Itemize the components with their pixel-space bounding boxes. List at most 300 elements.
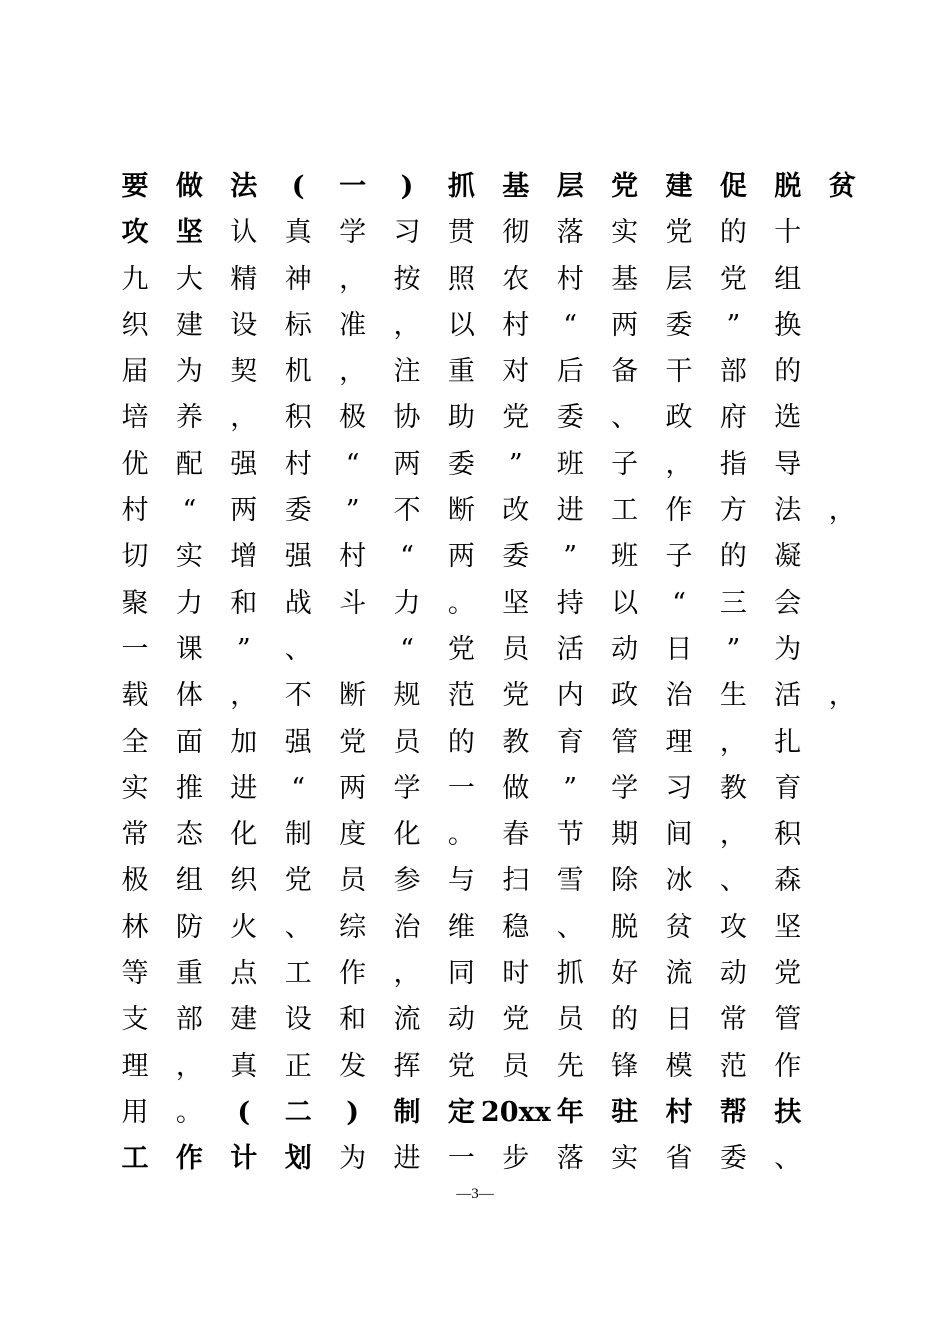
text-char: 养 [175,402,203,434]
text-char: 攻 [121,217,149,249]
text-char: 不 [393,495,421,527]
text-char: 稳 [502,911,530,943]
text-char: ” [726,309,741,341]
text-char: 坚 [774,911,802,943]
text-char: 学 [611,772,639,804]
text-char: 委 [665,309,693,341]
text-char: 班 [611,541,639,573]
text-char: 届 [121,356,149,388]
text-char: 凝 [774,541,802,573]
text-char: ， [339,263,367,295]
text-char: 优 [121,448,149,480]
text-char: 一 [447,772,475,804]
text-char: 为 [774,633,802,665]
text-char: 理 [121,1050,149,1082]
text-char: 一 [339,171,367,202]
text-char: 设 [230,309,258,341]
text-char: 增 [230,541,258,573]
text-char: 、 [611,402,639,434]
text-char: 村 [665,1096,693,1128]
text-char: 范 [719,1050,747,1082]
text-char: 春 [502,819,530,851]
text-char: 支 [121,1004,149,1036]
text-char: 员 [502,633,530,665]
text-char: ” [345,495,360,527]
text-char: 、 [284,911,312,943]
text-char: 贫 [828,171,856,202]
text-char: 组 [175,865,203,897]
text-char: 一 [447,1143,475,1175]
text-char: 度 [339,819,367,851]
text-char: 导 [774,448,802,480]
text-char: 作 [665,495,693,527]
text-char: 委 [719,1143,747,1175]
text-line [123,627,843,673]
text-char: 森 [774,865,802,897]
text-char: 管 [611,726,639,758]
text-line [121,164,856,210]
text-char: 为 [339,1143,367,1175]
text-char: ( [291,171,305,202]
text-char: 活 [556,633,584,665]
text-char: 培 [121,402,149,434]
text-char: 工 [284,958,312,990]
text-char: 进 [393,1143,421,1175]
text-line [123,303,843,349]
page-number: —3— [456,1186,494,1202]
text-char: 设 [284,1004,312,1036]
text-char: 抓 [556,958,584,990]
text-char: 火 [230,911,258,943]
text-char: 政 [665,402,693,434]
text-line [123,581,843,627]
text-line [123,720,843,766]
text-char: 建 [230,1004,258,1036]
text-char: ) [346,1096,359,1128]
text-char: 抓 [447,171,475,202]
text-char: ” [236,633,251,665]
text-char: 节 [556,819,584,851]
text-char: 部 [175,1004,203,1036]
text-char: 力 [175,587,203,619]
text-char: 彻 [502,217,530,249]
text-char: 育 [556,726,584,758]
text-char: 党 [665,217,693,249]
text-char: 村 [502,309,530,341]
text-char: 村 [284,448,312,480]
text-char: 挥 [393,1050,421,1082]
text-char: 、 [719,865,747,897]
text-char: 习 [665,772,693,804]
text-char: 真 [230,1050,258,1082]
text-char: 治 [665,680,693,712]
text-char: 脱 [611,911,639,943]
text-char: 村 [339,541,367,573]
text-char: ， [665,448,693,480]
text-char: 制 [284,819,312,851]
text-char: ( [237,1096,251,1128]
text-char: 极 [121,865,149,897]
text-char: 实 [175,541,203,573]
text-char: 党 [284,865,312,897]
text-char: 进 [556,495,584,527]
text-char: 扎 [774,726,802,758]
text-char: 扫 [502,865,530,897]
text-line [123,766,843,812]
text-char: 按 [393,263,421,295]
text-char: 动 [611,633,639,665]
text-char: 党 [339,726,367,758]
text-char: 委 [556,402,584,434]
text-char: 积 [284,402,312,434]
text-char: 协 [393,402,421,434]
text-char: ， [828,495,856,527]
text-line [123,951,843,997]
text-char: 驻 [611,1096,639,1128]
text-char: 会 [774,587,802,619]
text-char: 贫 [665,911,693,943]
text-char: 治 [393,911,421,943]
text-line [123,395,843,441]
text-char: 基 [611,263,639,295]
text-char: 除 [611,865,639,897]
text-char: “ [672,587,686,619]
text-char: 战 [284,587,312,619]
text-char: 三 [719,587,747,619]
text-char: 帮 [719,1096,747,1128]
text-char: 模 [665,1050,693,1082]
text-char: 员 [502,1050,530,1082]
text-char: 持 [556,587,584,619]
text-char: 先 [556,1050,584,1082]
text-char: 扶 [774,1096,802,1128]
text-char: 换 [774,309,802,341]
text-char: 与 [447,865,475,897]
text-char: 习 [393,217,421,249]
text-char: 干 [665,356,693,388]
text-char: 标 [284,309,312,341]
text-char: 以 [447,309,475,341]
text-char: 日 [665,633,693,665]
text-char: 、 [556,911,584,943]
text-char: 员 [556,1004,584,1036]
text-char: 十 [774,217,802,249]
text-char: 坚 [502,587,530,619]
text-char: 点 [230,958,258,990]
text-char: 育 [774,772,802,804]
text-char: 理 [665,726,693,758]
text-char: 备 [611,356,639,388]
text-char: 斗 [339,587,367,619]
text-char: 织 [230,865,258,897]
text-char: “ [291,772,306,804]
text-char: 常 [719,1004,747,1036]
text-char: 机 [284,356,312,388]
text-char: 划 [284,1143,312,1175]
text-char: 组 [774,263,802,295]
text-char: 建 [665,171,693,202]
text-char: 子 [665,541,693,573]
text-char: 教 [502,726,530,758]
text-char: 范 [447,680,475,712]
text-char: 积 [774,819,802,851]
text-char: 做 [502,772,530,804]
text-char: 的 [774,356,802,388]
text-char: 年 [556,1096,584,1128]
text-char: 党 [774,958,802,990]
text-char: 委 [284,495,312,527]
text-char: 精 [230,263,258,295]
text-char: 大 [175,263,203,295]
text-char: 织 [121,309,149,341]
text-char: 以 [611,587,639,619]
text-char: 同 [447,958,475,990]
text-char: 准 [339,309,367,341]
text-char: 攻 [719,911,747,943]
text-char: 的 [447,726,475,758]
text-line [123,905,843,951]
text-char: 农 [502,263,530,295]
text-char: 班 [556,448,584,480]
text-char: 常 [121,819,149,851]
text-char: 强 [284,541,312,573]
text-char: 。 [447,587,475,619]
text-char: 工 [611,495,639,527]
text-char: ” [508,448,523,480]
text-char: 学 [339,217,367,249]
text-char: ， [393,309,421,341]
text-char: 脱 [774,171,802,202]
text-char: 照 [447,263,475,295]
text-char: 部 [719,356,747,388]
text-char: 体 [175,680,203,712]
text-char: 实 [611,1143,639,1175]
text-char: 指 [719,448,747,480]
text-char: 子 [611,448,639,480]
text-char: 制 [393,1096,421,1128]
text-char: 员 [393,726,421,758]
text-char: 助 [447,402,475,434]
text-char: 锋 [611,1050,639,1082]
text-char: 和 [230,587,258,619]
text-char: 活 [774,680,802,712]
text-char: 实 [121,772,149,804]
text-char: ， [828,680,856,712]
text-char: 要 [121,171,149,202]
text-char: ， [230,680,258,712]
text-line [123,1136,843,1182]
text-char: 选 [774,402,802,434]
text-line [123,257,843,303]
text-char: 落 [556,1143,584,1175]
text-char: 、 [284,633,312,665]
text-char: ， [339,356,367,388]
text-char: 雪 [556,865,584,897]
text-line [121,673,856,719]
text-char: 断 [339,680,367,712]
text-char: 全 [121,726,149,758]
text-char: 维 [447,911,475,943]
text-char: 载 [121,680,149,712]
text-char: 九 [121,263,149,295]
text-char: 党 [719,263,747,295]
text-char: 委 [447,448,475,480]
text-char: 二 [284,1096,312,1128]
text-char: 等 [121,958,149,990]
text-char: 层 [665,263,693,295]
text-char: 重 [175,958,203,990]
text-char: 党 [502,1004,530,1036]
text-char: 内 [556,680,584,712]
text-line [123,1090,843,1136]
text-char: 党 [502,402,530,434]
text-char: 两 [447,541,475,573]
text-char: 村 [556,263,584,295]
text-char: 党 [611,171,639,202]
text-char: 契 [230,356,258,388]
text-char: ， [175,1050,203,1082]
text-char: 两 [393,448,421,480]
text-char: 两 [611,309,639,341]
text-char: 党 [447,1050,475,1082]
text-char: 综 [339,911,367,943]
text-char: 期 [611,819,639,851]
text-char: 注 [393,356,421,388]
text-char: 20xx [480,1096,551,1128]
text-char: 化 [393,819,421,851]
text-line [123,1044,843,1090]
text-char: 落 [556,217,584,249]
text-char: 动 [447,1004,475,1036]
text-char: ， [393,958,421,990]
text-char: 发 [339,1050,367,1082]
text-char: 间 [665,819,693,851]
text-char: 改 [502,495,530,527]
text-char: 两 [230,495,258,527]
text-char: 重 [447,356,475,388]
text-char: “ [345,448,360,480]
text-line [121,488,856,534]
text-char: 教 [719,772,747,804]
text-char: 的 [611,1004,639,1036]
text-char: 基 [502,171,530,202]
text-char: 课 [175,633,203,665]
text-char: 委 [502,541,530,573]
text-char: 正 [284,1050,312,1082]
text-char: 推 [175,772,203,804]
text-char: “ [563,309,578,341]
text-char: 党 [502,680,530,712]
text-line [123,349,843,395]
text-char: 促 [719,171,747,202]
text-char: 力 [393,587,421,619]
text-char: 。 [447,819,475,851]
text-char: 为 [175,356,203,388]
text-line [123,858,843,904]
text-char: ， [719,819,747,851]
text-char: ， [719,726,747,758]
text-char: 一 [121,633,149,665]
text-line [123,997,843,1043]
text-char: 两 [339,772,367,804]
text-char: 法 [774,495,802,527]
text-line [123,812,843,858]
text-char: 、 [774,1143,802,1175]
text-char: 对 [502,356,530,388]
text-line [123,534,843,580]
text-char: ” [726,633,741,665]
text-char: ” [563,541,578,573]
text-char: 用 [121,1096,149,1128]
text-line [123,210,843,256]
text-char: 日 [665,1004,693,1036]
text-char: 做 [175,171,203,202]
text-char: 步 [502,1143,530,1175]
text-char: 配 [175,448,203,480]
text-char: 生 [719,680,747,712]
text-char: 流 [393,1004,421,1036]
text-char: ” [563,772,578,804]
text-char: 断 [447,495,475,527]
text-char: 强 [230,448,258,480]
text-char: 林 [121,911,149,943]
text-char: 学 [393,772,421,804]
text-char: 员 [339,865,367,897]
text-char: 方 [719,495,747,527]
text-char: 神 [284,263,312,295]
text-char: 加 [230,726,258,758]
text-char: 化 [230,819,258,851]
text-char: 进 [230,772,258,804]
text-char: 府 [719,402,747,434]
text-char: 作 [339,958,367,990]
text-char: 聚 [121,587,149,619]
text-char: 实 [611,217,639,249]
text-char: 切 [121,541,149,573]
text-char: “ [400,541,414,573]
text-char: 坚 [175,217,203,249]
text-char: 冰 [665,865,693,897]
text-char: 流 [665,958,693,990]
text-char: 和 [339,1004,367,1036]
text-char: 。 [175,1096,203,1128]
text-char: 面 [175,726,203,758]
text-char: 村 [121,495,149,527]
text-char: 的 [719,217,747,249]
body-text [121,164,856,1183]
text-char: 层 [556,171,584,202]
text-char: 规 [393,680,421,712]
text-char: “ [182,495,197,527]
text-char: 真 [284,217,312,249]
text-char: 党 [447,633,475,665]
text-char: 认 [230,217,258,249]
text-char: 时 [502,958,530,990]
text-char: 工 [121,1143,149,1175]
text-char: 贯 [447,217,475,249]
text-char: 后 [556,356,584,388]
text-line [123,442,843,488]
text-char: 建 [175,309,203,341]
text-char: 法 [230,171,258,202]
text-char: 定 [447,1096,475,1128]
text-char: 防 [175,911,203,943]
text-char: 态 [175,819,203,851]
text-char: 动 [719,958,747,990]
text-char: 管 [774,1004,802,1036]
text-char: 的 [719,541,747,573]
text-char: 计 [230,1143,258,1175]
